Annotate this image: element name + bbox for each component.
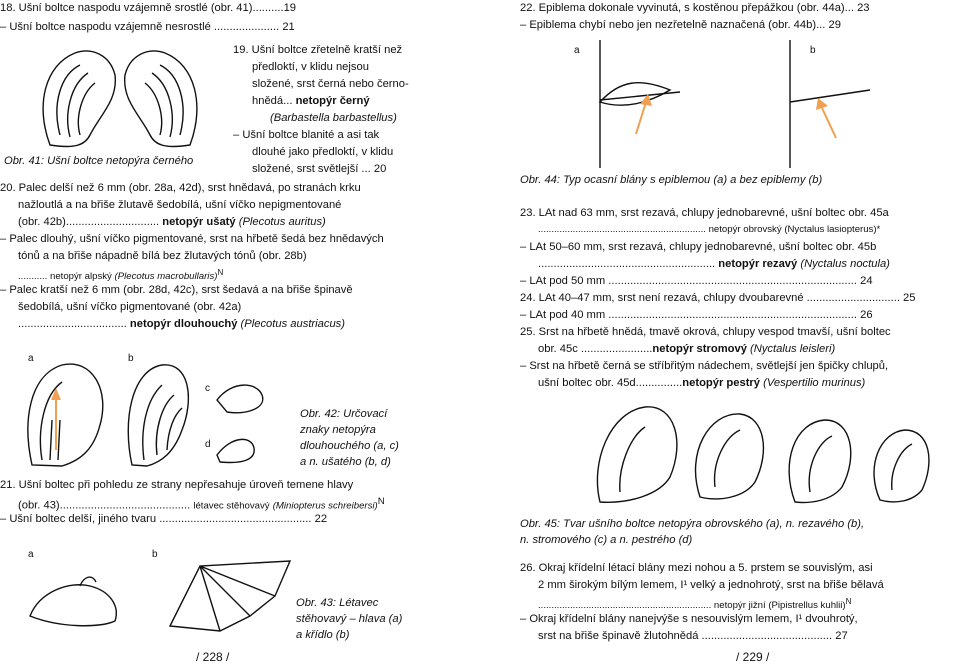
key23-line5: – LAt pod 50 mm ................................................................................ 24 [520,275,873,287]
key19-line3: složené, srst černá nebo černo- [252,78,409,90]
fig43-caption-line1: Obr. 43: Létavec [296,597,379,609]
right-page [480,0,960,664]
fig43-label-b: b [152,549,158,560]
key26-line4: – Okraj křídelní blány nanejvýše s nesouvislým lemem, I¹ dvouhrotý, [520,613,858,625]
key19-line4: hnědá... netopýr černý [252,95,370,107]
key19-line1: 19. Ušní boltce zřetelně kratší než [233,44,403,56]
key26-line3: ................................................................. netopýr jižní (Pipistrellus kuhlii)$^N$ [538,597,852,612]
toc-22: 22. Epiblema dokonale vyvinutá, s kostěnou přepážkou (obr. 44a)... 23 [520,2,870,14]
fig44-pointer-arrows [610,88,910,148]
toc-18-alt: – Ušní boltce naspodu vzájemně nesrostlé ..................... 21 [0,21,295,33]
fig43-caption-line3: a křídlo (b) [296,629,350,641]
fig43-caption-line2: stěhovavý – hlava (a) [296,613,403,625]
fig43-label-a: a [28,549,34,560]
key26-line5: srst na břiše špinavě žlutohnědá .......................................... 27 [538,630,848,642]
fig41-caption: Obr. 41: Ušní boltce netopýra černého [4,155,194,167]
toc-22-alt: – Epiblema chybí nebo jen nezřetelně naznačená (obr. 44b)... 29 [520,19,841,31]
key20-line1: 20. Palec delší než 6 mm (obr. 28a, 42d), srst hnědavá, po stranách krku [0,182,361,194]
key24-line2: – LAt pod 40 mm ................................................................................ 26 [520,309,873,321]
fig44-caption: Obr. 44: Typ ocasní blány s epiblemou (a) a bez epiblemy (b) [520,174,823,186]
fig44-label-a: a [574,45,580,56]
key20-line5: tónů a na břiše nápadně bílá bez žlutavých tónů (obr. 28b) [18,250,307,262]
fig42-caption-line4: a n. ušatého (b, d) [300,456,391,468]
page-number-right: / 229 / [736,650,770,664]
fig41-ears-illustration [30,45,210,155]
key19-line5: (Barbastella barbastellus) [270,112,397,124]
key25-line4: ušní boltec obr. 45d...............netopýr pestrý (Vespertilio murinus) [538,377,866,389]
key23-line1: 23. LAt nad 63 mm, srst rezavá, chlupy jednobarevné, ušní boltec obr. 45a [520,207,889,219]
fig45-ear-shapes-illustration [590,392,940,512]
key20-line6: ........... netopýr alpský (Plecotus macrobullaris)$^N$ [18,268,224,283]
key19-line6: – Ušní boltce blanité a asi tak [233,129,380,141]
key19-line8: složené, srst světlejší ... 20 [252,163,387,175]
key20-line3: (obr. 42b).............................. netopýr ušatý (Plecotus auritus) [18,216,326,228]
page-number-left: / 228 / [196,650,230,664]
key20-line2: nažloutlá a na břiše žlutavě šedobílá, ušní víčko nepigmentované [18,199,342,211]
key20-line9: ................................... netopýr dlouhouchý (Plecotus austriacus) [18,318,346,330]
key25-line3: – Srst na hřbetě černá se stříbřitým nádechem, světlejší jen špičky chlupů, [520,360,889,372]
key23-line4: ......................................................... netopýr rezavý (Nyctalus noctula) [538,258,890,270]
key23-line3: – LAt 50–60 mm, srst rezavá, chlupy jednobarevné, ušní boltec obr. 45b [520,241,877,253]
key25-line2: obr. 45c .......................netopýr stromový (Nyctalus leisleri) [538,343,836,355]
key24-line1: 24. LAt 40–47 mm, srst není rezavá, chlupy dvoubarevné .............................. 25 [520,292,916,304]
fig45-caption-line1: Obr. 45: Tvar ušního boltce netopýra obrovského (a), n. rezavého (b), [520,518,865,530]
toc-18: 18. Ušní boltce naspodu vzájemně srostlé (obr. 41)..........19 [0,2,297,14]
fig42-caption-line1: Obr. 42: Určovací [300,408,388,420]
fig42-caption-line2: znaky netopýra [300,424,376,436]
fig42-label-a: a [28,353,34,364]
fig43-head-and-wing-illustration [20,556,310,636]
key20-line4: – Palec dlouhý, ušní víčko pigmentované, srst na hřbetě šedá bez hnědavých [0,233,384,245]
fig42-label-d: d [205,439,211,450]
fig44-label-b: b [810,45,816,56]
key26-line1: 26. Okraj křídelní létací blány mezi nohou a 5. prstem se souvislým, asi [520,562,873,574]
key20-line8: šedobílá, ušní víčko pigmentované (obr. 42a) [18,301,242,313]
fig42-label-c: c [205,383,210,394]
key21-line2: (obr. 43).......................................... létavec stěhovavý (Miniopterus schreibersi)$^N$ [18,496,385,512]
fig42-pointer-arrows [40,380,220,460]
key23-line2: ............................................................... netopýr obrovský (Nyctalus lasiopterus)* [538,224,881,235]
key19-line2: předloktí, v klidu nejsou [252,61,369,73]
key21-line3: – Ušní boltec delší, jiného tvaru ................................................. 22 [0,513,328,525]
key19-line7: dlouhé jako předloktí, v klidu [252,146,394,158]
key21-line1: 21. Ušní boltec při pohledu ze strany nepřesahuje úroveň temene hlavy [0,479,354,491]
fig42-caption-line3: dlouhouchého (a, c) [300,440,399,452]
key20-line7: – Palec kratší než 6 mm (obr. 28d, 42c), srst šedavá a na břiše špinavě [0,284,353,296]
fig45-caption-line2: n. stromového (c) a n. pestrého (d) [520,534,693,546]
fig42-label-b: b [128,353,134,364]
key26-line2: 2 mm širokým bílým lemem, I¹ velký a jednohrotý, srst na břiše bělavá [538,579,884,591]
key25-line1: 25. Srst na hřbetě hnědá, tmavě okrová, chlupy vespod tmavší, ušní boltec [520,326,891,338]
